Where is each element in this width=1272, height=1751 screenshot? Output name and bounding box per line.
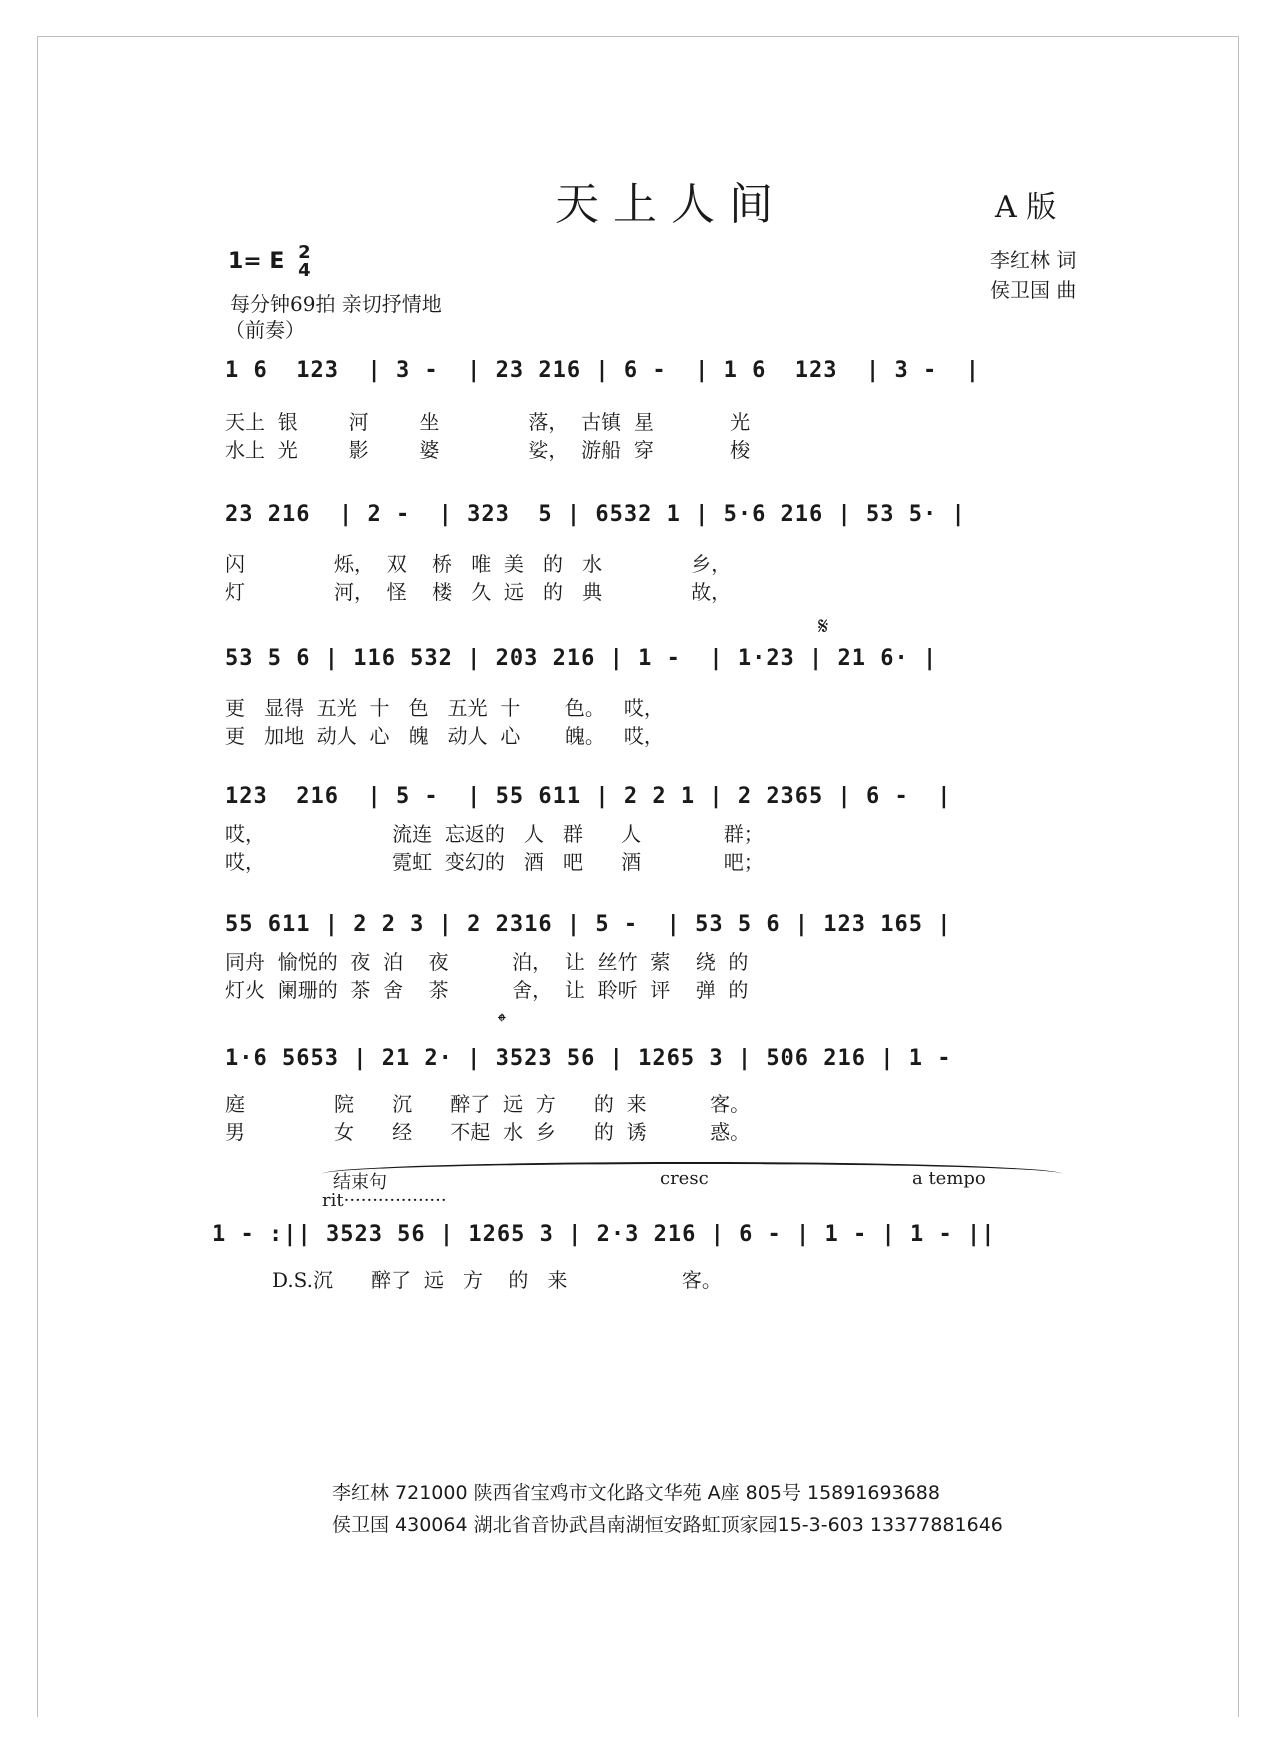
meter-top: 2: [298, 242, 311, 263]
system-1-lyric-2: 水上 光 影 婆 娑， 游船 穿 梭: [225, 438, 751, 462]
system-6-lyric-1: 庭 院 沉 醉了 远 方 的 来 客。: [225, 1092, 751, 1116]
ending-label: 结束句: [333, 1172, 387, 1193]
system-6-notes: 1·6 5653 | 21 2· | 3523 56 | 1265 3 | 506 216 | 1 -: [225, 1046, 980, 1071]
system-7-notes: 1 - :|| 3523 56 | 1265 3 | 2·3 216 | 6 - | 1 - | 1 - ||: [212, 1222, 996, 1247]
edition-label: A 版: [995, 190, 1057, 225]
time-signature: [298, 244, 311, 280]
system-7-lyric-1: D.S.沉 醉了 远 方 的 来 客。: [272, 1268, 722, 1292]
segno-sign: 𝄋: [818, 612, 829, 640]
system-2-lyric-2: 灯 河， 怪 楼 久 远 的 典 故，: [225, 580, 732, 604]
system-1-notes: 1 6 123 | 3 - | 23 216 | 6 - | 1 6 123 | 3 - |: [225, 358, 980, 383]
contact-composer: 侯卫国 430064 湖北省音协武昌南湖恒安路虹顶家园15-3-603 13377881646: [332, 1514, 1003, 1536]
song-title: 天上人间: [555, 179, 787, 230]
system-5-notes: 55 611 | 2 2 3 | 2 2316 | 5 - | 53 5 6 | 123 165 |: [225, 912, 952, 937]
system-4-notes: 123 216 | 5 - | 55 611 | 2 2 1 | 2 2365 | 6 - |: [225, 784, 952, 809]
key-signature: [228, 244, 311, 280]
intro-label: （前奏）: [225, 318, 305, 342]
rit-marking: rit··················: [322, 1190, 447, 1211]
composer-credit: 侯卫国 曲: [990, 278, 1077, 302]
coda-sign: 𝄌: [498, 1010, 506, 1035]
system-1-lyric-1: 天上 银 河 坐 落， 古镇 星 光: [225, 410, 751, 434]
cresc-marking: cresc: [660, 1168, 709, 1189]
system-2-notes: 23 216 | 2 - | 323 5 | 6532 1 | 5·6 216 | 53 5· |: [225, 502, 966, 527]
system-3-lyric-2: 更 加地 动人 心 魄 动人 心 魄。 哎，: [225, 724, 664, 748]
system-5-lyric-2: 灯火 阑珊的 茶 舍 茶 舍， 让 聆听 评 弹 的: [225, 978, 749, 1002]
system-2-lyric-1: 闪 烁， 双 桥 唯 美 的 水 乡，: [225, 552, 732, 576]
system-4-lyric-1: 哎， 流连 忘返的 人 群 人 群；: [225, 822, 764, 846]
system-6-lyric-2: 男 女 经 不起 水 乡 的 诱 惑。: [225, 1120, 751, 1144]
tempo-marking: 每分钟69拍 亲切抒情地: [230, 292, 442, 316]
contact-lyricist: 李红林 721000 陕西省宝鸡市文化路文华苑 A座 805号 15891693688: [332, 1482, 940, 1504]
system-5-lyric-1: 同舟 愉悦的 夜 泊 夜 泊， 让 丝竹 萦 绕 的: [225, 950, 749, 974]
lyricist-credit: 李红林 词: [990, 248, 1077, 272]
key-label: 1= E: [228, 249, 285, 274]
system-3-lyric-1: 更 显得 五光 十 色 五光 十 色。 哎，: [225, 696, 664, 720]
system-4-lyric-2: 哎， 霓虹 变幻的 酒 吧 酒 吧；: [225, 850, 764, 874]
a-tempo-marking: a tempo: [912, 1168, 986, 1189]
system-3-notes: 53 5 6 | 116 532 | 203 216 | 1 - | 1·23 | 21 6· |: [225, 646, 938, 671]
meter-bottom: 4: [298, 260, 311, 281]
